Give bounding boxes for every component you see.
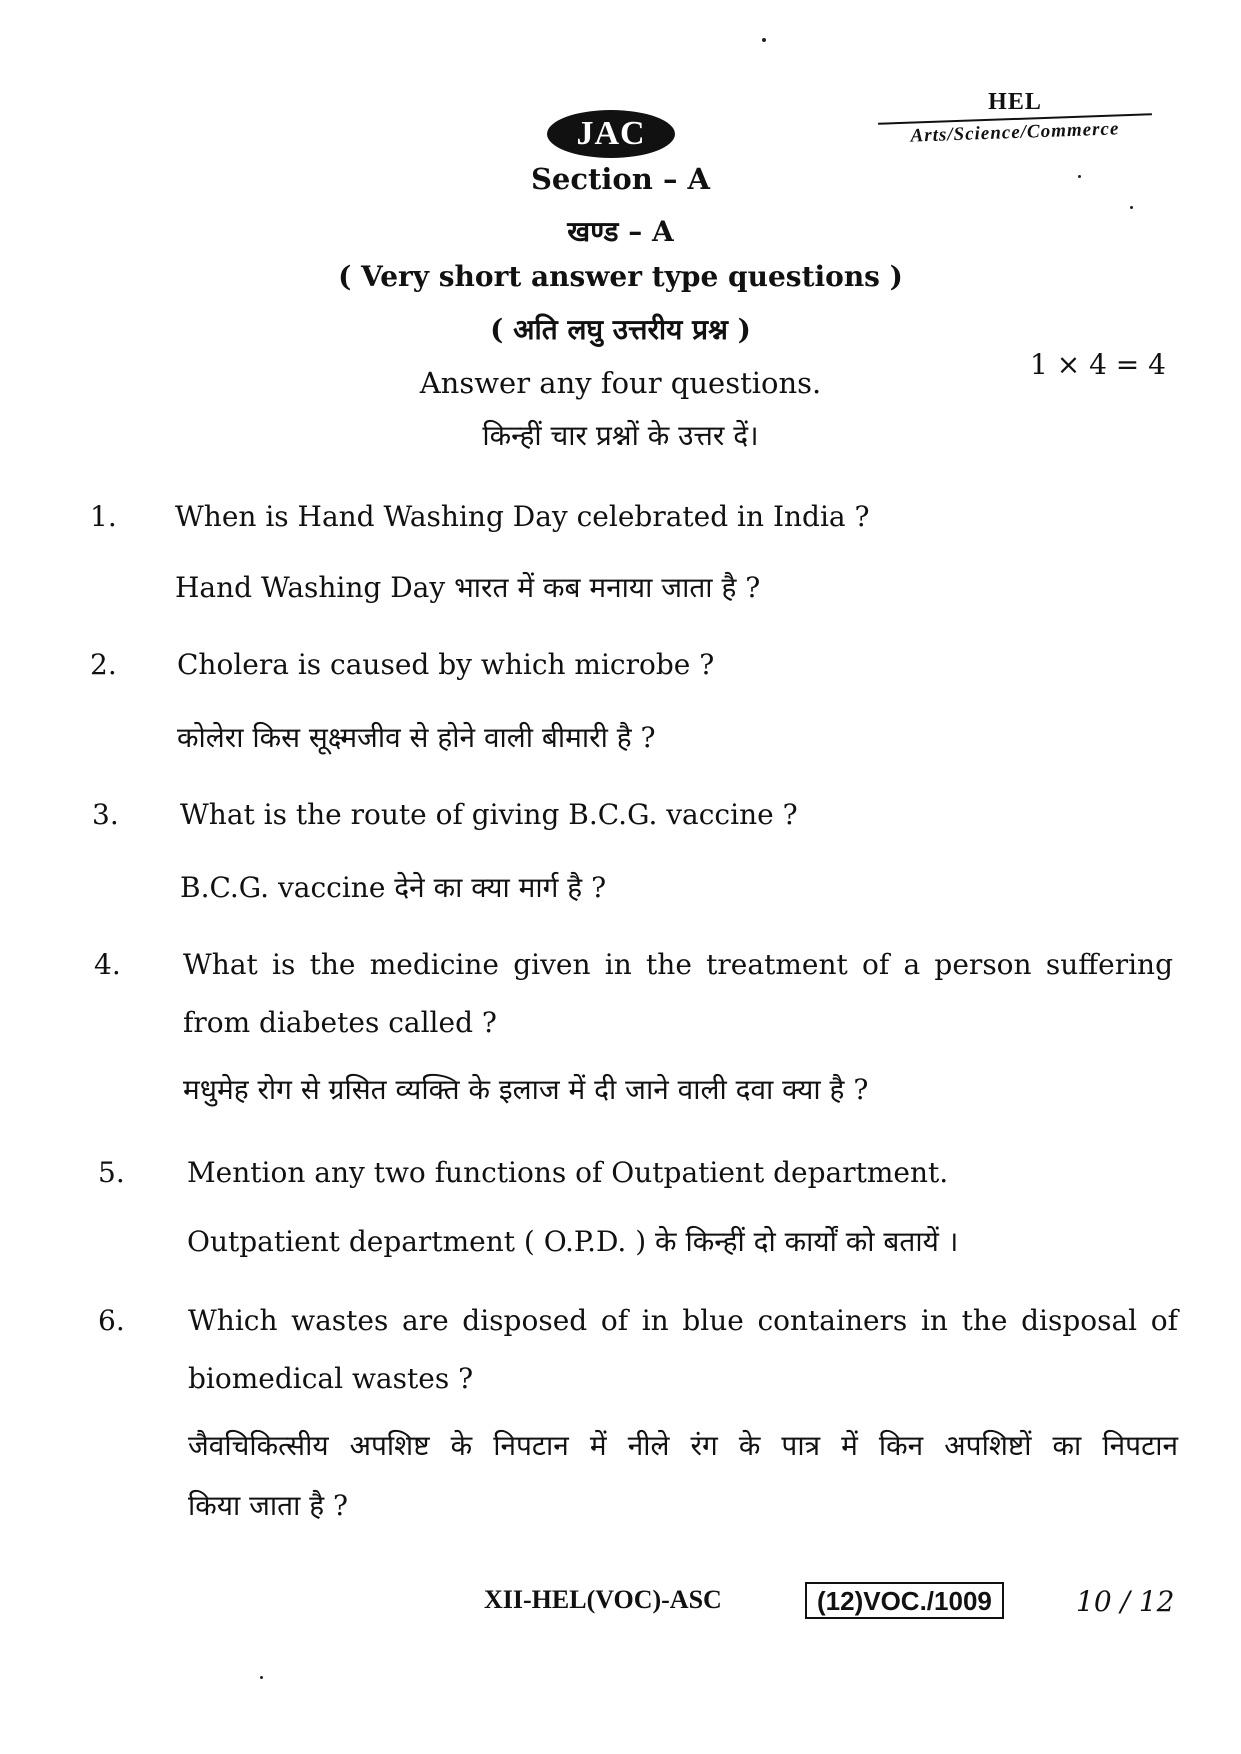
question-text-en: Which wastes are disposed of in blue containers in the disposal of <box>188 1304 1178 1337</box>
page-number: 10 / 12 <box>1076 1585 1175 1618</box>
marks-allocation: 1 × 4 = 4 <box>1030 348 1166 381</box>
question-text-en-cont: from diabetes called ? <box>183 1006 497 1039</box>
scan-speck <box>762 38 766 42</box>
section-title-en: Section – A <box>530 162 711 196</box>
question-number: 1. <box>90 500 117 533</box>
question-number: 6. <box>98 1304 125 1337</box>
question-number: 3. <box>92 798 119 831</box>
question-text-hi: B.C.G. vaccine देने का क्या मार्ग है ? <box>180 871 607 904</box>
question-number: 4. <box>94 948 121 981</box>
subject-code: HEL <box>988 89 1042 115</box>
subject-header <box>870 88 1160 147</box>
question-text-en-cont: biomedical wastes ? <box>188 1362 474 1395</box>
question-text-en: Cholera is caused by which microbe ? <box>177 648 715 681</box>
question-text-en: Mention any two functions of Outpatient department. <box>187 1156 949 1189</box>
instruction-en: Answer any four questions. <box>419 366 822 400</box>
question-text-hi: कोलेरा किस सूक्ष्मजीव से होने वाली बीमारी है ? <box>177 721 656 754</box>
question-type-hi: ( अति लघु उत्तरीय प्रश्न ) <box>490 313 751 346</box>
question-number: 5. <box>98 1156 125 1189</box>
instruction-hi: किन्हीं चार प्रश्नों के उत्तर दें। <box>482 419 759 452</box>
boxed-paper-code: (12)VOC./1009 <box>805 1582 1004 1619</box>
section-title-hi: खण्ड – A <box>567 215 674 248</box>
streams-label: Arts/Science/Commerce <box>910 118 1120 147</box>
scan-speck <box>260 1676 263 1679</box>
question-type-en: ( Very short answer type questions ) <box>338 260 903 293</box>
jac-logo: JAC <box>547 110 675 158</box>
question-text-hi-cont: किया जाता है ? <box>188 1489 349 1522</box>
scan-speck <box>1130 206 1133 209</box>
question-text-hi: Hand Washing Day भारत में कब मनाया जाता है ? <box>175 571 761 604</box>
question-text-hi: जैवचिकित्सीय अपशिष्ट के निपटान में नीले रंग के पात्र में किन अपशिष्टों का निपटान <box>188 1429 1178 1462</box>
question-text-hi: मधुमेह रोग से ग्रसित व्यक्ति के इलाज में दी जाने वाली दवा क्या है ? <box>183 1073 869 1106</box>
question-number: 2. <box>90 648 117 681</box>
question-text-en: What is the route of giving B.C.G. vaccine ? <box>180 798 798 831</box>
question-text-en: When is Hand Washing Day celebrated in India ? <box>175 500 870 533</box>
question-text-en: What is the medicine given in the treatment of a person suffering <box>183 948 1173 981</box>
question-text-hi: Outpatient department ( O.P.D. ) के किन्हीं दो कार्यों को बतायें । <box>187 1225 959 1258</box>
paper-code: XII-HEL(VOC)-ASC <box>484 1585 722 1614</box>
